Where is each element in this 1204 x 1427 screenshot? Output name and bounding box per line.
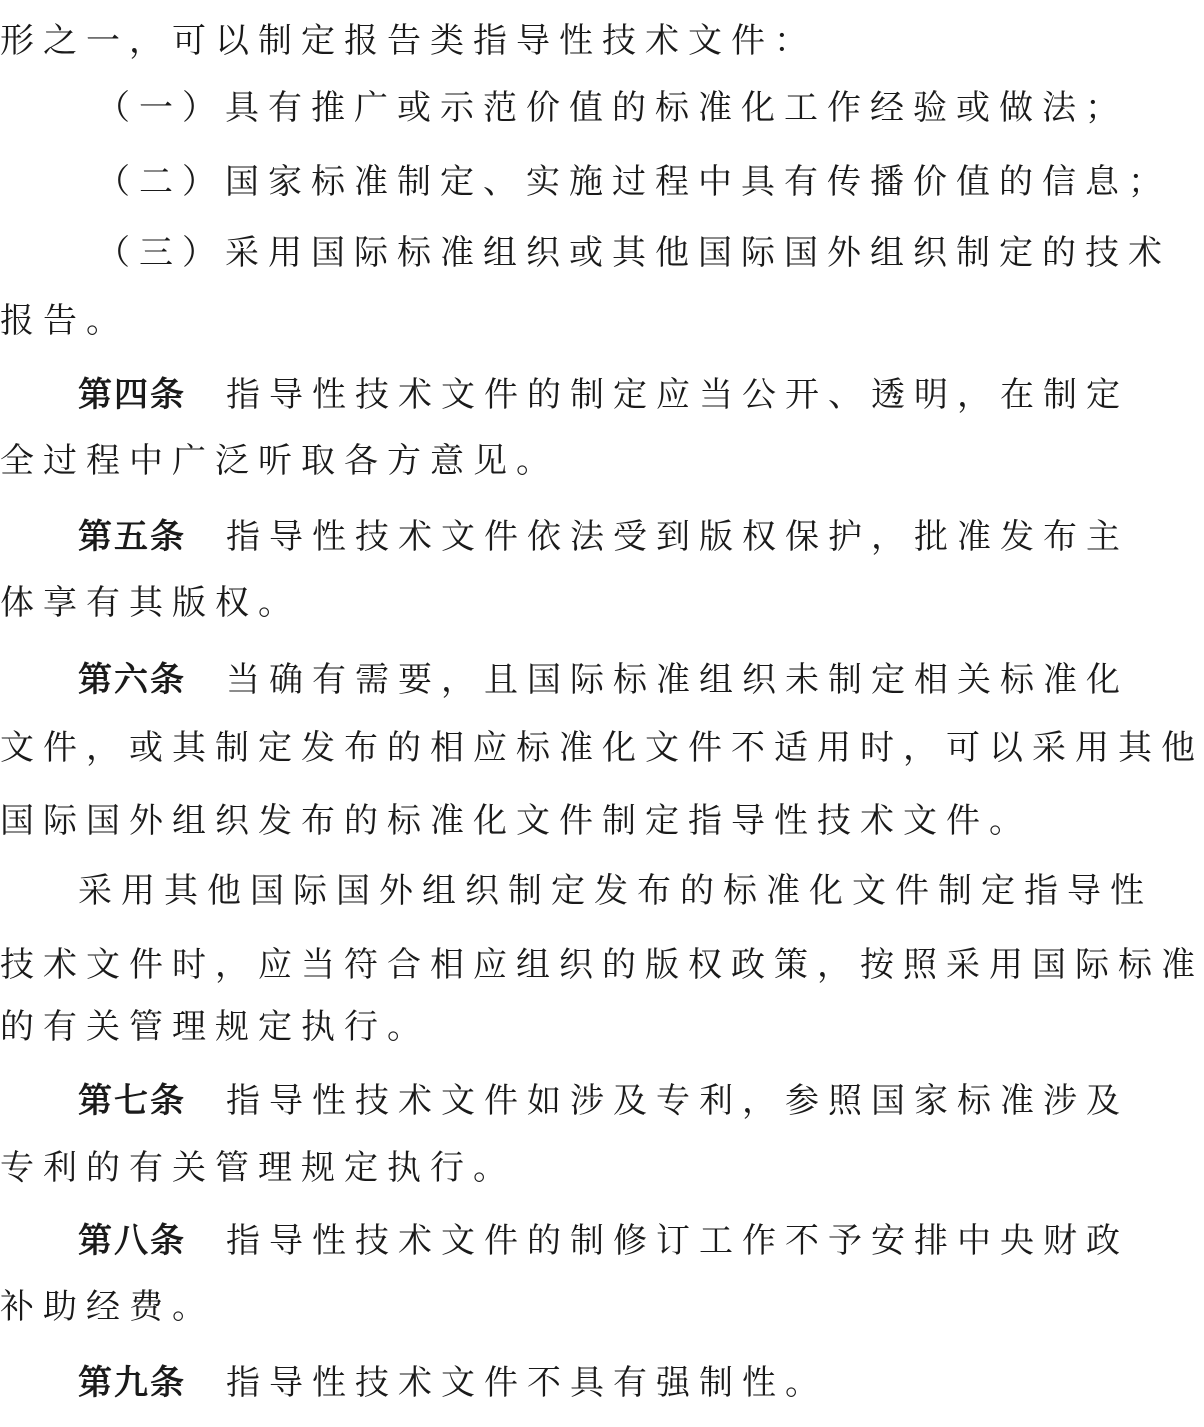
- text-line: [0, 1133, 1080, 1203]
- article-8-text-continued: 补助经费。: [0, 1287, 215, 1327]
- article-5-text: 指导性技术文件依法受到版权保护，批准发布主: [226, 517, 1129, 557]
- text-line: [0, 992, 1080, 1062]
- list-item: [0, 218, 1176, 288]
- article-8-title: 第八条: [78, 1221, 186, 1261]
- article-7-text-continued: 专利的有关管理规定执行。: [0, 1148, 516, 1188]
- list-item-3-continuation: 报告。: [0, 301, 129, 341]
- article-4-text: 指导性技术文件的制定应当公开、透明，在制定: [226, 375, 1129, 415]
- article-9-text: 指导性技术文件不具有强制性。: [226, 1363, 828, 1403]
- text-line: [0, 786, 1080, 856]
- article-5-text-continued: 体享有其版权。: [0, 583, 301, 623]
- article-4-title: 第四条: [78, 375, 186, 415]
- text-line: [0, 930, 1204, 1000]
- article-9-title: 第九条: [78, 1363, 186, 1403]
- article-7-first-line: [0, 1066, 1158, 1136]
- list-item-1: （一）具有推广或示范价值的标准化工作经验或做法；: [96, 88, 1128, 128]
- article-6-paragraph-2: 采用其他国际国外组织制定发布的标准化文件制定指导性: [78, 871, 1153, 911]
- list-item: [0, 147, 1176, 217]
- article-6-title: 第六条: [78, 660, 186, 700]
- article-6-text-continued: 文件，或其制定发布的相应标准化文件不适用时，可以采用其他: [0, 728, 1204, 768]
- article-6-text-continued: 国际国外组织发布的标准化文件制定指导性技术文件。: [0, 801, 1032, 841]
- text-line: [0, 1272, 1080, 1342]
- article-6-paragraph-2-continued: 的有关管理规定执行。: [0, 1007, 430, 1047]
- article-7-text: 指导性技术文件如涉及专利，参照国家标准涉及: [226, 1081, 1129, 1121]
- text-line: [0, 713, 1204, 783]
- text-line: [0, 426, 1080, 496]
- article-7-title: 第七条: [78, 1081, 186, 1121]
- article-6-text: 当确有需要，且国际标准组织未制定相关标准化: [226, 660, 1129, 700]
- article-5-title: 第五条: [78, 517, 186, 557]
- list-item-3: （三）采用国际标准组织或其他国际国外组织制定的技术: [96, 233, 1171, 273]
- paragraph-continuation: 形之一，可以制定报告类指导性技术文件：: [0, 21, 817, 61]
- article-8-text: 指导性技术文件的制修订工作不予安排中央财政: [226, 1221, 1129, 1261]
- text-line: [0, 856, 1158, 926]
- article-8-first-line: [0, 1206, 1158, 1276]
- text-line: [0, 6, 1080, 76]
- article-5-first-line: [0, 502, 1158, 572]
- list-item-2: （二）国家标准制定、实施过程中具有传播价值的信息；: [96, 162, 1171, 202]
- text-line: [0, 568, 1080, 638]
- text-line: [0, 286, 1080, 356]
- article-9-first-line: [0, 1348, 1158, 1418]
- article-6-paragraph-2-continued: 技术文件时，应当符合相应组织的版权政策，按照采用国际标准: [0, 945, 1204, 985]
- list-item: [0, 73, 1176, 143]
- article-4-first-line: [0, 360, 1158, 430]
- article-4-text-continued: 全过程中广泛听取各方意见。: [0, 441, 559, 481]
- article-6-first-line: [0, 645, 1158, 715]
